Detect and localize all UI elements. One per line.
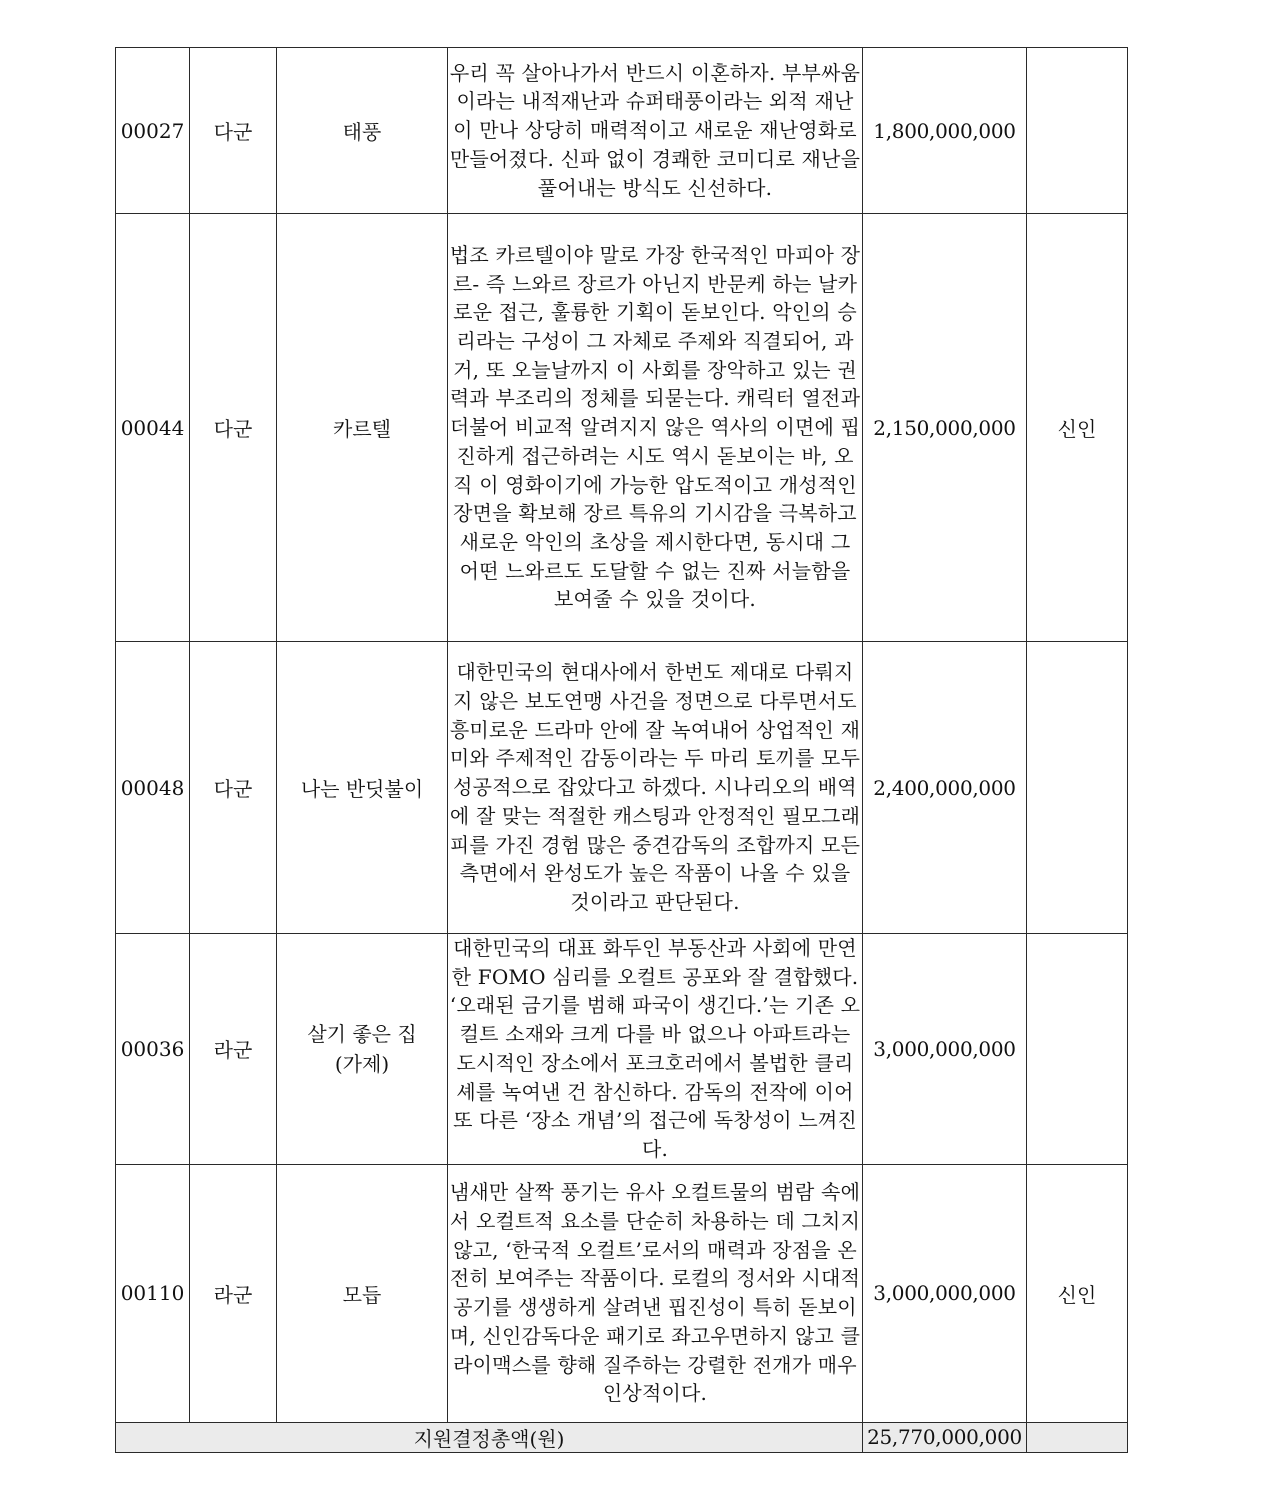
group-cell: 다군	[190, 642, 277, 934]
total-label: 지원결정총액(원)	[116, 1422, 863, 1452]
review-cell: 법조 카르텔이야 말로 가장 한국적인 마피아 장르- 즉 느와르 장르가 아닌지 반문케 하는 날카로운 접근, 훌륭한 기획이 돋보인다. 악인의 승리라는 구성이 그 자체로 주제와 직결되어, 과거, 또 오늘날까지 이 사회를 장악하고 있는 권력과 부조리의 정체를 되묻는다. 캐릭터 열전과 더불어 비교적 알려지지 않은 역사의 이면에 핍진하게 접근하려는 시도 역시 돋보이는 바, 오직 이 영화이기에 가능한 압도적이고 개성적인 장면을 확보해 장르 특유의 기시감을 극복하고 새로운 악인의 초상을 제시한다면, 동시대 그 어떤 느와르도 도달할 수 없는 진짜 서늘함을 보여줄 수 있을 것이다.	[448, 214, 863, 642]
project-id-cell: 00027	[116, 48, 190, 214]
note-cell	[1027, 48, 1128, 214]
title-cell: 살기 좋은 집 (가제)	[277, 934, 448, 1165]
amount-cell: 3,000,000,000	[863, 1164, 1027, 1422]
title-cell: 태풍	[277, 48, 448, 214]
table-row	[116, 48, 1128, 214]
title-cell: 모듭	[277, 1164, 448, 1422]
amount-cell: 3,000,000,000	[863, 934, 1027, 1165]
total-row	[116, 1422, 1128, 1452]
group-cell: 라군	[190, 1164, 277, 1422]
table-row	[116, 214, 1128, 642]
project-id-cell: 00110	[116, 1164, 190, 1422]
project-id-cell: 00036	[116, 934, 190, 1165]
review-cell: 대한민국의 현대사에서 한번도 제대로 다뤄지지 않은 보도연맹 사건을 정면으로 다루면서도 흥미로운 드라마 안에 잘 녹여내어 상업적인 재미와 주제적인 감동이라는 두 마리 토끼를 모두 성공적으로 잡았다고 하겠다. 시나리오의 배역에 잘 맞는 적절한 캐스팅과 안정적인 필모그래피를 가진 경험 많은 중견감독의 조합까지 모든 측면에서 완성도가 높은 작품이 나올 수 있을 것이라고 판단된다.	[448, 642, 863, 934]
title-cell: 카르텔	[277, 214, 448, 642]
amount-cell: 2,150,000,000	[863, 214, 1027, 642]
amount-cell: 2,400,000,000	[863, 642, 1027, 934]
table-row	[116, 642, 1128, 934]
note-cell	[1027, 934, 1128, 1165]
amount-cell: 1,800,000,000	[863, 48, 1027, 214]
review-cell: 대한민국의 대표 화두인 부동산과 사회에 만연한 FOMO 심리를 오컬트 공포와 잘 결합했다. ‘오래된 금기를 범해 파국이 생긴다.’는 기존 오컬트 소재와 크게 다를 바 없으나 아파트라는 도시적인 장소에서 포크호러에서 볼법한 클리셰를 녹여낸 건 참신하다. 감독의 전작에 이어 또 다른 ‘장소 개념’의 접근에 독창성이 느껴진다.	[448, 934, 863, 1165]
project-id-cell: 00048	[116, 642, 190, 934]
group-cell: 다군	[190, 214, 277, 642]
project-id-cell: 00044	[116, 214, 190, 642]
review-cell: 냄새만 살짝 풍기는 유사 오컬트물의 범람 속에서 오컬트적 요소를 단순히 차용하는 데 그치지 않고, ‘한국적 오컬트’로서의 매력과 장점을 온전히 보여주는 작품이다. 로컬의 정서와 시대적 공기를 생생하게 살려낸 핍진성이 특히 돋보이며, 신인감독다운 패기로 좌고우면하지 않고 클라이맥스를 향해 질주하는 강렬한 전개가 매우 인상적이다.	[448, 1164, 863, 1422]
title-cell: 나는 반딧불이	[277, 642, 448, 934]
note-cell: 신인	[1027, 1164, 1128, 1422]
group-cell: 다군	[190, 48, 277, 214]
total-amount: 25,770,000,000	[863, 1422, 1027, 1452]
table-row	[116, 1164, 1128, 1422]
note-cell: 신인	[1027, 214, 1128, 642]
note-cell	[1027, 642, 1128, 934]
total-note-cell	[1027, 1422, 1128, 1452]
group-cell: 라군	[190, 934, 277, 1165]
support-decision-table	[115, 47, 1128, 1453]
table-row	[116, 934, 1128, 1165]
review-cell: 우리 꼭 살아나가서 반드시 이혼하자. 부부싸움이라는 내적재난과 슈퍼태풍이라는 외적 재난이 만나 상당히 매력적이고 새로운 재난영화로 만들어졌다. 신파 없이 경쾌한 코미디로 재난을 풀어내는 방식도 신선하다.	[448, 48, 863, 214]
